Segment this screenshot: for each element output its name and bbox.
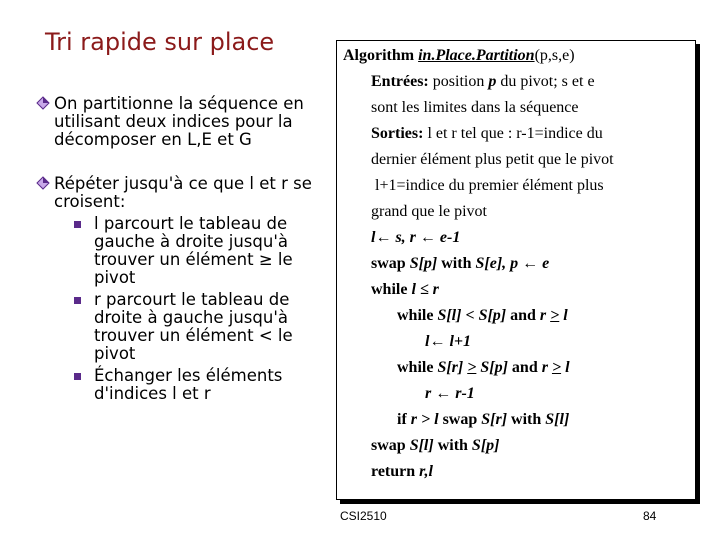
algo-keyword: while xyxy=(397,359,438,376)
square-bullet-icon xyxy=(74,297,81,304)
algo-var: S[p] xyxy=(471,437,500,454)
algo-line xyxy=(397,303,568,329)
algo-var: > xyxy=(467,359,477,376)
algo-keyword: Entrées: xyxy=(371,73,429,90)
sub-bullet-item xyxy=(54,367,326,403)
algo-keyword: Sorties: xyxy=(371,125,424,142)
bullet-text: On partitionne la séquence en utilisant deux indices pour la décomposer en L,E et G xyxy=(54,94,304,149)
algo-keyword: swap xyxy=(438,411,482,428)
bullet-list xyxy=(36,95,326,429)
square-bullet-icon xyxy=(74,373,81,380)
algo-keyword: while xyxy=(371,281,412,298)
sub-bullet-item xyxy=(54,215,326,287)
algo-line: grand que le pivot xyxy=(371,203,487,220)
algo-var: S[l] < S[p] xyxy=(437,307,507,324)
algo-line: dernier élément plus petit que le pivot xyxy=(371,151,614,168)
algo-var: S[p] xyxy=(409,255,438,272)
algo-keyword: with xyxy=(507,411,546,428)
algo-text: l et r tel que : r-1=indice du xyxy=(423,125,603,142)
algo-header xyxy=(343,43,575,69)
algo-keyword: swap xyxy=(371,255,410,272)
page-number: 84 xyxy=(643,509,657,523)
bullet-text: Répéter jusqu'à ce que l et r se croisent: xyxy=(54,174,312,211)
algo-var: S[l] xyxy=(545,411,570,428)
algo-var: S[p] xyxy=(476,359,508,376)
algo-line xyxy=(371,121,603,147)
algo-var: l xyxy=(559,307,568,324)
diamond-bullet-icon xyxy=(36,176,50,190)
algo-var: , p ← e xyxy=(502,255,550,272)
algo-var: r xyxy=(539,307,551,324)
sub-bullet-text: r parcourt le tableau de droite à gauche jusqu'à trouver un élément < le pivot xyxy=(94,290,293,363)
square-bullet-icon xyxy=(74,221,81,228)
algo-line xyxy=(371,277,439,303)
algo-var: l xyxy=(561,359,570,376)
algo-var: p xyxy=(488,73,497,90)
algo-line xyxy=(371,251,549,277)
bullet-item xyxy=(36,95,326,149)
algo-var: S[r] xyxy=(437,359,468,376)
algo-keyword: with xyxy=(437,255,476,272)
algo-name: in.Place.Partition xyxy=(418,47,535,64)
algo-line xyxy=(397,355,570,381)
algo-var: r > l xyxy=(410,411,439,428)
algo-var: S[e] xyxy=(475,255,503,272)
algorithm-box xyxy=(336,40,696,500)
algo-line xyxy=(371,69,595,95)
algo-line: sont les limites dans la séquence xyxy=(371,99,579,116)
diamond-bullet-icon xyxy=(36,96,50,110)
sub-bullet-text: l parcourt le tableau de gauche à droite jusqu'à trouver un élément ≥ le pivot xyxy=(94,214,293,287)
algo-line: l← s, r ← e-1 xyxy=(371,229,461,246)
algo-var: r xyxy=(541,359,552,376)
algo-line xyxy=(397,407,569,433)
sub-bullet-text: Échanger les éléments d'indices l et r xyxy=(94,366,283,403)
algo-args: (p,s,e) xyxy=(534,47,575,64)
algo-var: > xyxy=(550,307,560,324)
algo-keyword: if xyxy=(397,411,411,428)
algo-keyword: swap xyxy=(371,437,410,454)
bullet-item xyxy=(36,175,326,403)
slide-title: Tri rapide sur place xyxy=(45,28,275,56)
algo-keyword: and xyxy=(506,307,540,324)
course-code: CSI2510 xyxy=(340,509,387,523)
algo-text: du pivot; s et e xyxy=(496,73,595,90)
algo-line xyxy=(371,459,433,485)
algo-line: l← l+1 xyxy=(425,333,472,350)
sub-bullet-item xyxy=(54,291,326,363)
algo-keyword: with xyxy=(433,437,472,454)
algo-keyword: while xyxy=(397,307,438,324)
algo-var: > xyxy=(551,359,562,376)
algo-line: l+1=indice du premier élément plus xyxy=(375,177,604,194)
algo-var: S[r] xyxy=(481,411,508,428)
algo-line xyxy=(371,433,499,459)
algo-var: r,l xyxy=(419,463,433,480)
algo-keyword: Algorithm xyxy=(343,47,419,64)
algo-var: l ≤ r xyxy=(411,281,439,298)
algo-keyword: return xyxy=(371,463,420,480)
algo-var: S[l] xyxy=(409,437,434,454)
algo-line: r ← r-1 xyxy=(425,385,475,402)
algo-keyword: and xyxy=(507,359,542,376)
algo-text: position xyxy=(428,73,489,90)
